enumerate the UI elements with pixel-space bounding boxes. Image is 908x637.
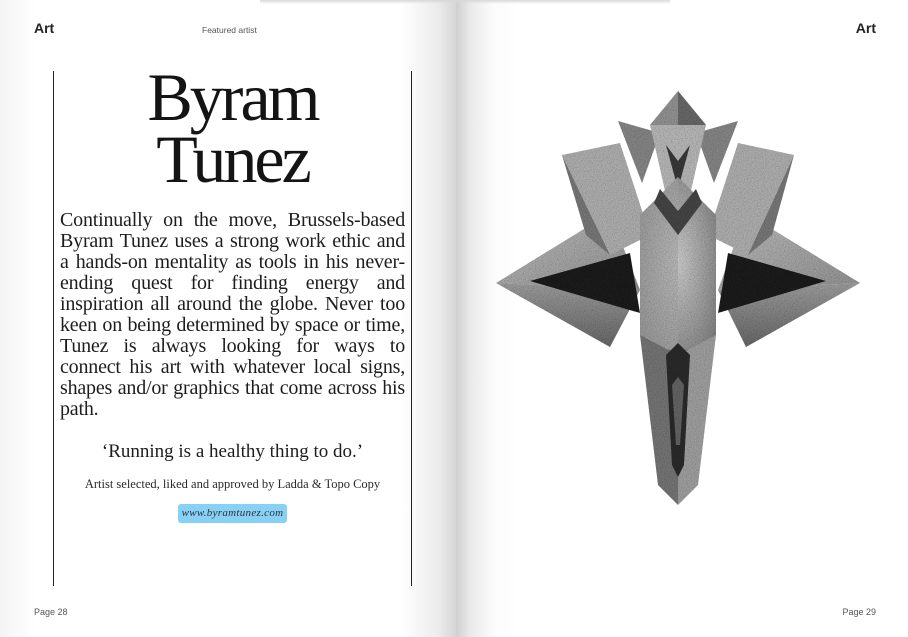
section-label-left: Art — [34, 20, 55, 36]
artist-article — [60, 59, 405, 523]
artist-website-link[interactable]: www.byramtunez.com — [178, 504, 288, 523]
page-number-right: Page 29 — [842, 607, 876, 617]
page-number-left: Page 28 — [34, 607, 68, 617]
binding-shadow — [260, 0, 670, 4]
right-page — [456, 0, 908, 637]
artist-last-name: Tunez — [156, 121, 309, 197]
artist-quote: ‘Running is a healthy thing to do.’ — [101, 441, 364, 462]
column-rule-right — [411, 71, 412, 586]
geometric-star-sculpture-icon — [490, 85, 868, 515]
column-rule-left — [53, 71, 54, 586]
artist-credit: Artist selected, liked and approved by Ladda & Topo Copy — [84, 477, 381, 491]
section-label-right: Art — [855, 20, 876, 36]
featured-artist-label: Featured artist — [202, 25, 257, 35]
artist-first-name: Byram — [147, 59, 318, 135]
artist-name-title — [60, 59, 405, 197]
article-body: Continually on the move, Brussels-based Byram Tunez uses a strong work ethic and a hands-on mentality as tools in his never-ending quest for finding energy and inspiration all around the globe. Never too keen on being determined by space or time, Tunez is always looking for ways to connect his art with whatever local signs, shapes and/or graphics that come across his path. — [60, 209, 405, 420]
